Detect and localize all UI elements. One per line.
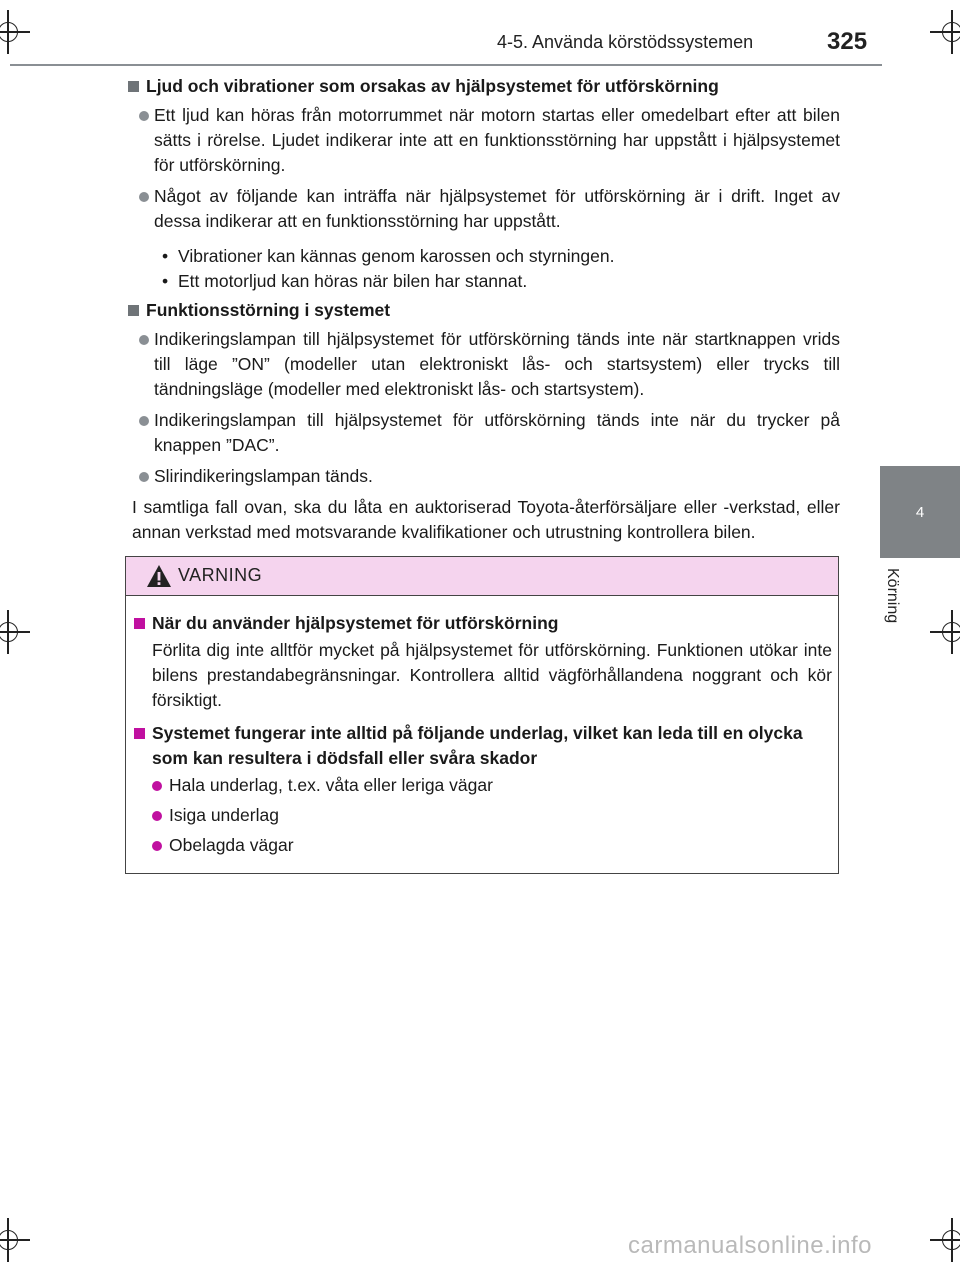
main-content: [126, 74, 840, 545]
square-bullet-icon: [134, 728, 145, 739]
registration-mark-bottom-left: [0, 1218, 30, 1262]
square-bullet-icon: [134, 618, 145, 629]
sub-list-item: • Vibrationer kan kännas genom karossen och styrningen.: [126, 244, 840, 269]
list-item: Slirindikeringslampan tänds.: [126, 464, 840, 489]
warning-box: [125, 556, 839, 874]
warning-list-item: Hala underlag, t.ex. våta eller leriga vägar: [132, 773, 832, 798]
warning-header: [126, 557, 838, 596]
chapter-number: 4: [915, 504, 925, 521]
warning-text: Förlita dig inte alltför mycket på hjälpsystemet för utförskörning. Funktionen utökar inte bilens prestandabegränsningar. Kontrollera alltid vägförhållandena noggrant och kör försiktigt.: [152, 640, 832, 710]
list-item: Något av följande kan inträffa när hjälpsystemet för utförskörning är i drift. Inget av dessa indikerar att en funktionsstörning har uppstått.: [126, 184, 840, 234]
round-bullet-icon: [139, 111, 149, 121]
header-divider: [10, 64, 882, 66]
page-header: [0, 28, 960, 58]
warning-triangle-icon: [146, 564, 172, 588]
registration-mark-mid-right: [930, 610, 960, 654]
square-bullet-icon: [128, 305, 139, 316]
registration-mark-mid-left: [0, 610, 30, 654]
list-item: Indikeringslampan till hjälpsystemet för utförskörning tänds inte när du trycker på knappen ”DAC”.: [126, 408, 840, 458]
bullet-dot-icon: •: [162, 246, 169, 266]
round-bullet-icon: [139, 416, 149, 426]
warning-list-item: Obelagda vägar: [132, 833, 832, 858]
section-heading: Ljud och vibrationer som orsakas av hjälpsystemet för utförskörning: [126, 74, 840, 99]
list-item: Ett ljud kan höras från motorrummet när motorn startas eller omedelbart efter att bilen sätts i rörelse. Ljudet indikerar inte att en funktionsstörning har uppstått i hjälpsystemet för utförskörning.: [126, 103, 840, 178]
chapter-tab: [880, 466, 960, 558]
square-bullet-icon: [128, 81, 139, 92]
page-number: 325: [827, 28, 868, 55]
warning-title: VARNING: [178, 565, 263, 585]
service-note: I samtliga fall ovan, ska du låta en auktoriserad Toyota-återförsäljare eller -verkstad, eller annan verkstad med motsvarande kvalifikationer och utrustning kontrollera bilen.: [132, 497, 840, 542]
round-bullet-icon: [152, 841, 162, 851]
round-bullet-icon: [139, 472, 149, 482]
section-title: 4-5. Använda körstödssystemen: [497, 32, 754, 52]
warning-body: [132, 611, 832, 863]
round-bullet-icon: [139, 335, 149, 345]
chapter-label: Körning: [884, 568, 901, 624]
section-heading: Funktionsstörning i systemet: [126, 298, 840, 323]
registration-mark-bottom-right: [930, 1218, 960, 1262]
list-item: Indikeringslampan till hjälpsystemet för utförskörning tänds inte när startknappen vrids till läge ”ON” (modeller utan elektroniskt lås- och startsystem) eller trycks till tändningsläge (modeller med elektroniskt lås- och startsystem).: [126, 327, 840, 402]
round-bullet-icon: [152, 811, 162, 821]
sub-list-item: • Ett motorljud kan höras när bilen har stannat.: [126, 269, 840, 294]
round-bullet-icon: [139, 192, 149, 202]
bullet-dot-icon: •: [162, 271, 169, 291]
warning-heading: När du använder hjälpsystemet för utförskörning: [132, 611, 832, 636]
chapter-label-container: [883, 568, 907, 648]
warning-list-item: Isiga underlag: [132, 803, 832, 828]
round-bullet-icon: [152, 781, 162, 791]
watermark: carmanualsonline.info: [628, 1232, 872, 1259]
warning-heading: Systemet fungerar inte alltid på följande underlag, vilket kan leda till en olycka som kan resultera i dödsfall eller svåra skador: [132, 721, 832, 771]
